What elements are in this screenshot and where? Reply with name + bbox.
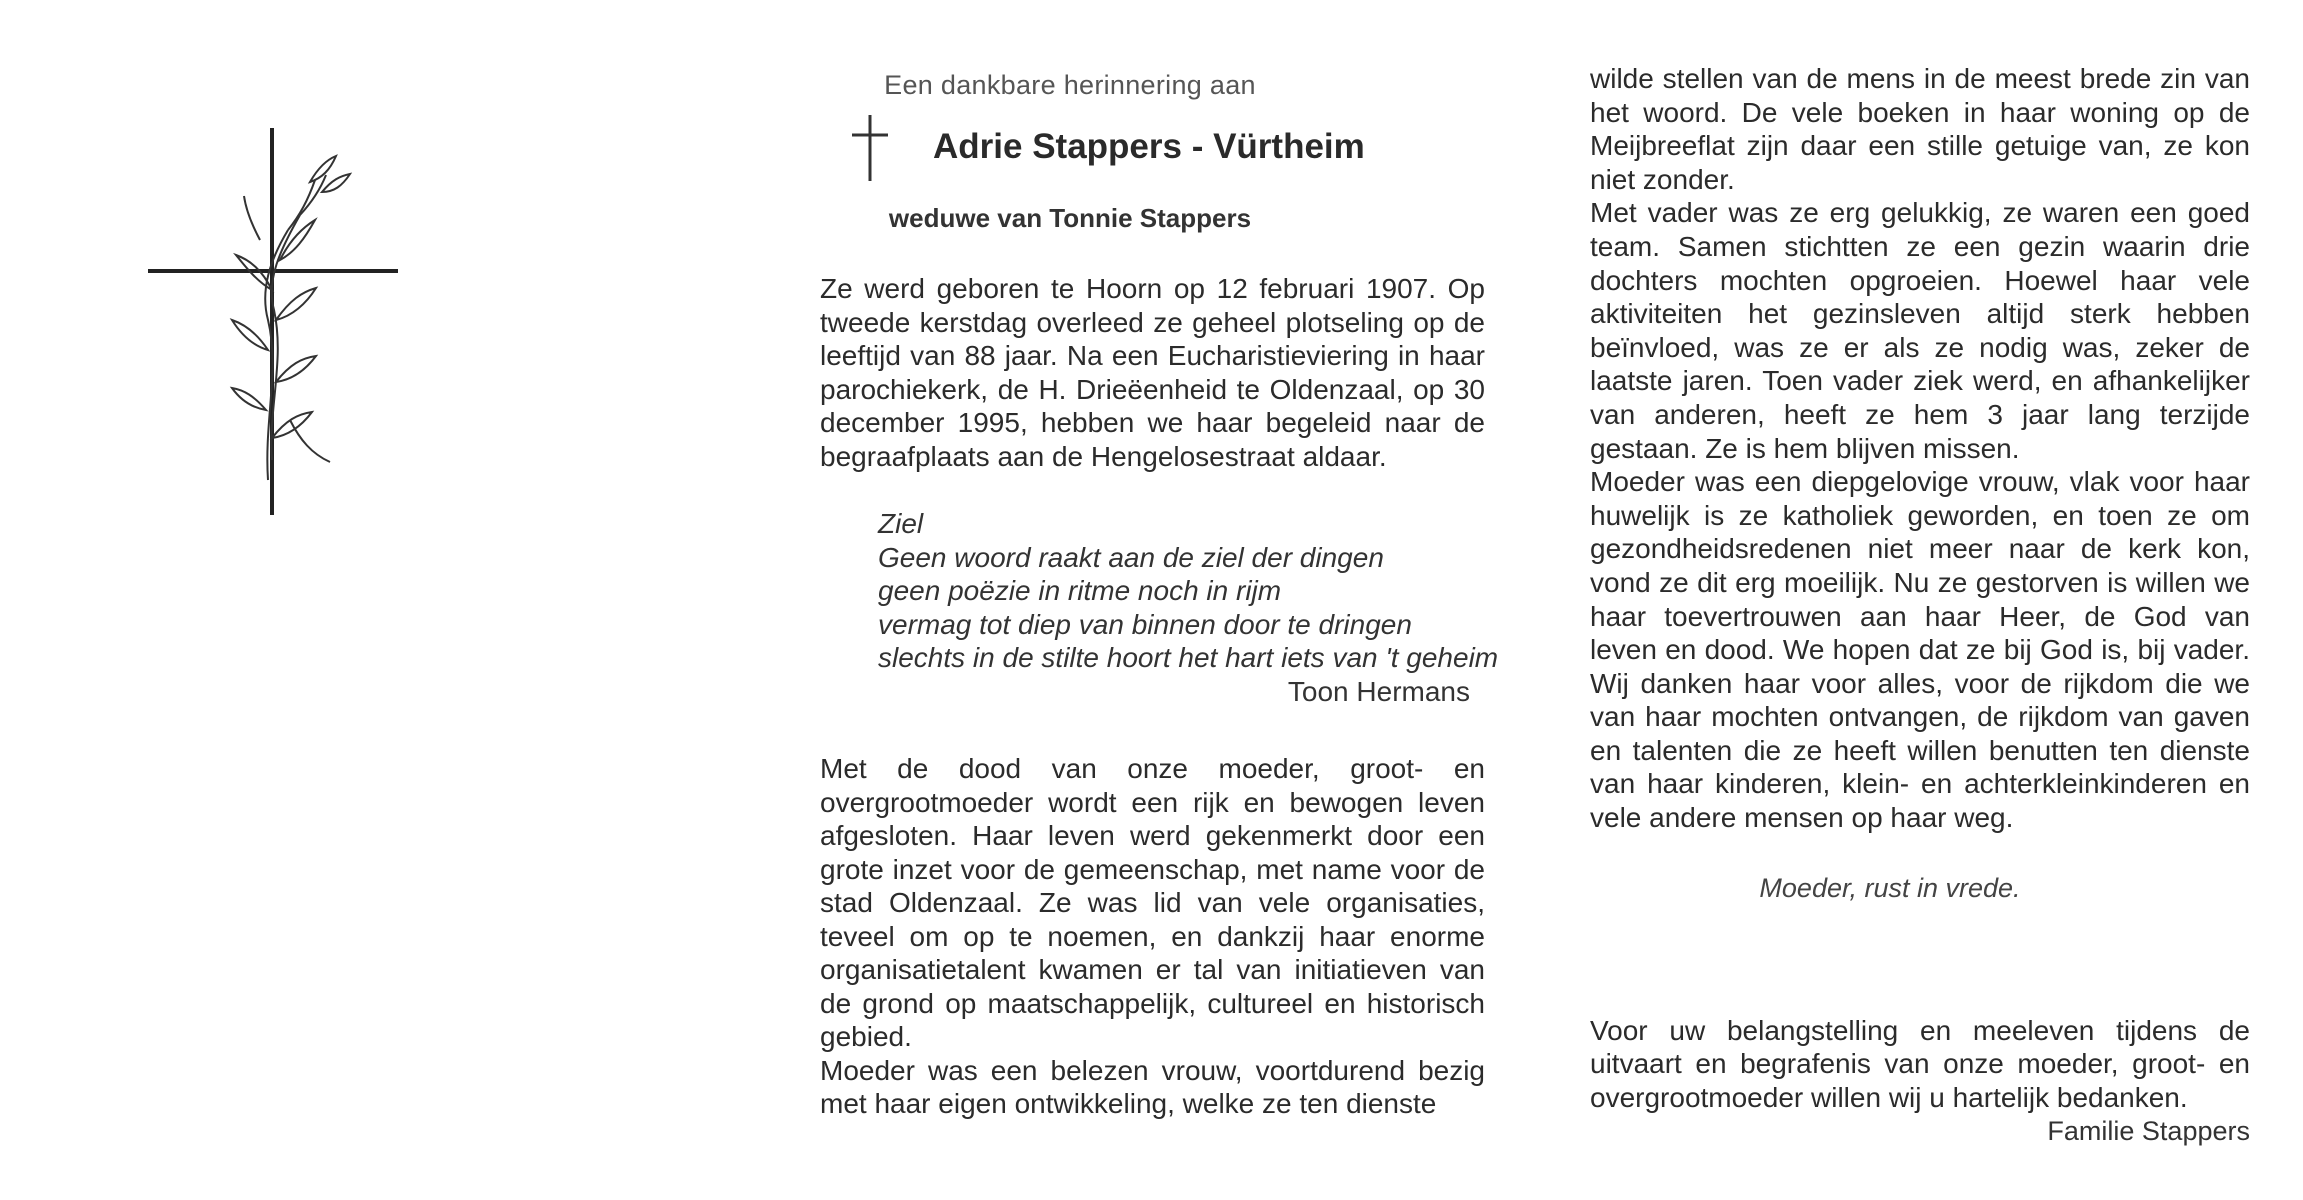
biography-paragraph-1: Ze werd geboren te Hoorn op 12 februari 1907. Op tweede kerstdag overleed ze geheel plotseling op de leeftijd van 88 jaar. Na een Eucharistieviering in haar parochiekerk, de H. Drieëenheid te Oldenzaal, op 30 december 1995, hebben we haar begeleid naar de begraafplaats aan de Hengelosestraat aldaar. <box>820 273 1485 472</box>
biography-paragraph-3: Moeder was een belezen vrouw, voortdurend bezig met haar eigen ontwikkeling, welke ze ten dienste <box>820 1054 1485 1119</box>
biography-paragraph-6: Moeder was een diepgelovige vrouw, vlak voor haar huwelijk is ze katholiek geworden, en toen ze om gezondheidsredenen niet meer naar de kerk kon, vond ze dit erg moeilijk. Nu ze gestorven is willen we haar toevertrouwen aan haar Heer, de God van leven en dood. We hopen dat ze bij God is, bij vader. Wij danken haar voor alles, voor de rijkdom die we van haar mochten ontvangen, de rijkdom van gaven en talenten die ze heeft willen benutten ten dienste van haar kinderen, klein- en achterkleinkinderen en vele andere mensen op haar weg. <box>1590 466 2250 834</box>
poem-line: Geen woord raakt aan de ziel der dingen <box>878 541 1384 573</box>
family-signature: Familie Stappers <box>2047 1116 2250 1147</box>
closing-line: Moeder, rust in vrede. <box>1759 872 2021 903</box>
cross-with-branch-icon <box>140 120 410 520</box>
widow-of-line: weduwe van Tonnie Stappers <box>888 203 1252 233</box>
poem-title: Ziel <box>878 508 924 539</box>
poem-line: vermag tot diep van binnen door te dringen <box>878 608 1412 640</box>
poem-line: slechts in de stilte hoort het hart iets van 't geheim <box>878 642 1499 673</box>
poem-author: Toon Hermans <box>1287 675 1470 707</box>
intro-line: Een dankbare herinnering aan <box>884 70 1256 100</box>
thanks-paragraph: Voor uw belangstelling en meeleven tijdens de uitvaart en begrafenis van onze moeder, groot- en overgrootmoeder willen wij u hartelijk bedanken. <box>1590 1014 2250 1113</box>
deceased-name: Adrie Stappers - Vürtheim <box>933 127 1365 166</box>
middle-column <box>820 70 1499 1121</box>
biography-paragraph-4: wilde stellen van de mens in de meest brede zin van het woord. De vele boeken in haar woning op de Meijbreeflat zijn daar een stille getuige van, ze kon niet zonder. <box>1590 63 2250 195</box>
poem-line: geen poëzie in ritme noch in rijm <box>878 575 1282 606</box>
name-row <box>820 113 1485 183</box>
biography-paragraph-5: Met vader was ze erg gelukkig, ze waren een goed team. Samen stichtten ze een gezin waarin drie dochters mochten opgroeien. Hoewel haar vele aktiviteiten het gezinsleven altijd sterk hebben beïnvloed, was ze er als ze nodig was, zeker de laatste jaren. Toen vader ziek werd, en afhankelijker van anderen, heeft ze hem 3 jaar lang terzijde gestaan. Ze is hem blijven missen. <box>1590 197 2250 464</box>
right-column <box>1590 63 2250 1147</box>
biography-paragraph-2: Met de dood van onze moeder, groot- en overgrootmoeder wordt een rijk en bewogen leven afgesloten. Haar leven werd gekenmerkt door een grote inzet voor de gemeenschap, met name voor de stad Oldenzaal. Ze was lid van vele organisaties, teveel om op te noemen, en dankzij haar enorme organisatietalent kwamen er tal van initiatieven van de grond op maatschappelijk, cultureel en historisch gebied. <box>820 753 1485 1052</box>
poem <box>878 507 1499 708</box>
cross-icon <box>850 113 890 183</box>
